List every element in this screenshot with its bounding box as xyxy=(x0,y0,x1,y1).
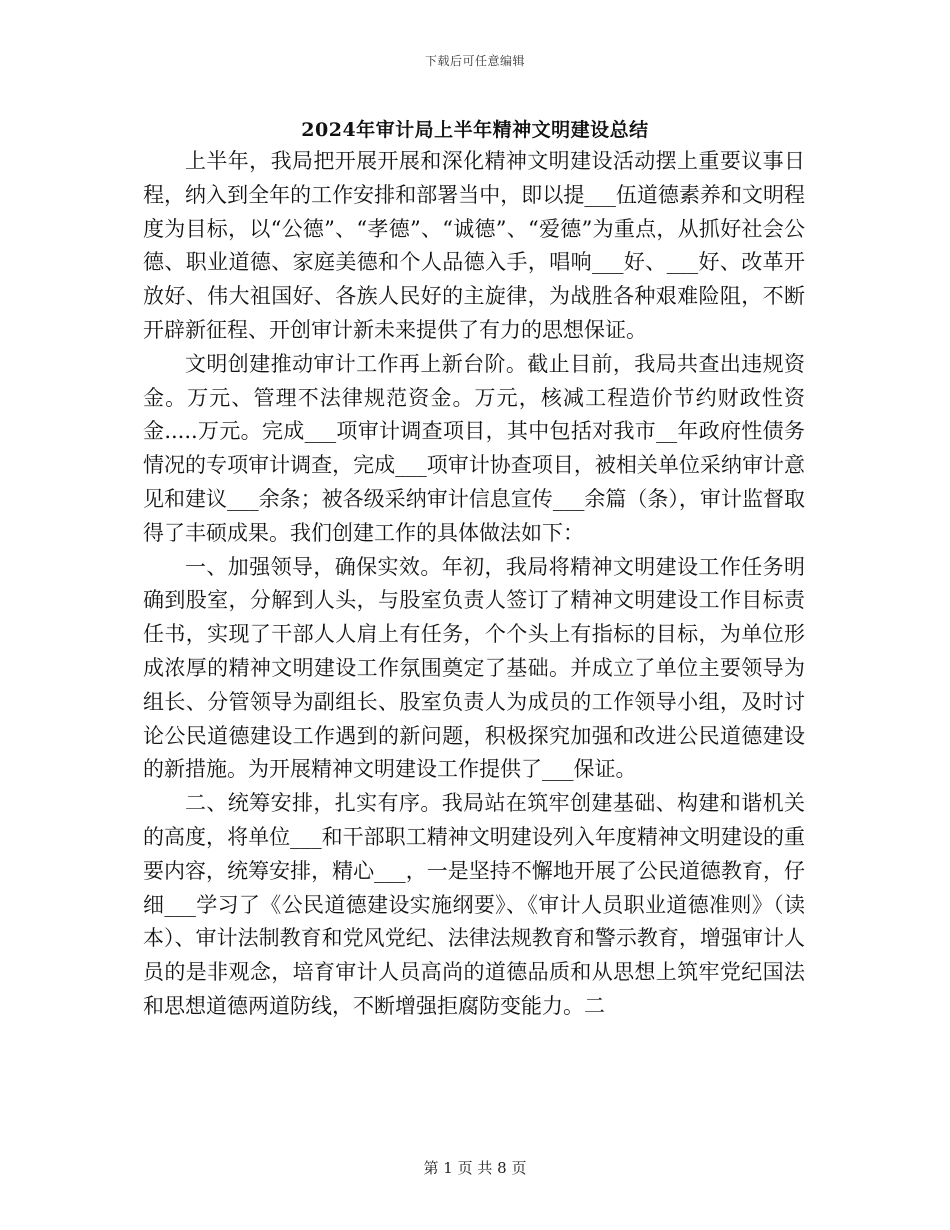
paragraph-leadership: 一、加强领导，确保实效。年初，我局将精神文明建设工作任务明确到股室，分解到人头，与股室负责人签订了精神文明建设工作目标责任书，实现了干部人人肩上有任务，个个头上有指标的目标，为单位形成浓厚的精神文明建设工作氛围奠定了基础。并成立了单位主要领导为组长、分管领导为副组长、股室负责人为成员的工作领导小组，及时讨论公民道德建设工作遇到的新问题，积极探究加强和改进公民道德建设的新措施。为开展精神文明建设工作提供了___保证。 xyxy=(143,554,805,782)
page-number: 第 1 页 共 8 页 xyxy=(423,1159,527,1177)
document-body xyxy=(143,145,805,1024)
paragraph-intro: 上半年，我局把开展开展和深化精神文明建设活动摆上重要议事日程，纳入到全年的工作安排和部署当中，即以提___伍道德素养和文明程度为目标，以“公德”、“孝德”、“诚德”、“爱德”为重点，从抓好社会公德、职业道德、家庭美德和个人品德入手，唱响___好、___好、改革开放好、伟大祖国好、各族人民好的主旋律，为战胜各种艰难险阻，不断开辟新征程、开创审计新未来提供了有力的思想保证。 xyxy=(143,149,805,342)
paragraph-achievements: 文明创建推动审计工作再上新台阶。截止目前，我局共查出违规资金。万元、管理不法律规范资金。万元，核减工程造价节约财政性资金.....万元。完成___项审计调查项目，其中包括对我市__年政府性债务情况的专项审计调查，完成___项审计协查项目，被相关单位采纳审计意见和建议___余条；被各级采纳审计信息宣传___余篇（条），审计监督取得了丰硕成果。我们创建工作的具体做法如下： xyxy=(143,351,805,545)
paragraph-planning: 二、统筹安排，扎实有序。我局站在筑牢创建基础、构建和谐机关的高度，将单位___和干部职工精神文明建设列入年度精神文明建设的重要内容，统筹安排，精心___，一是坚持不懈地开展了公民道德教育，仔细___学习了《公民道德建设实施纲要》、《审计人员职业道德准则》（读本）、审计法制教育和党风党纪、法律法规教育和警示教育，增强审计人员的是非观念，培育审计人员高尚的道德品质和从思想上筑牢党纪国法和思想道德两道防线，不断增强拒腐防变能力。二 xyxy=(143,791,805,1018)
document-title: 2024年审计局上半年精神文明建设总结 xyxy=(301,119,649,141)
page-header-note: 下载后可任意编辑 xyxy=(424,54,525,68)
